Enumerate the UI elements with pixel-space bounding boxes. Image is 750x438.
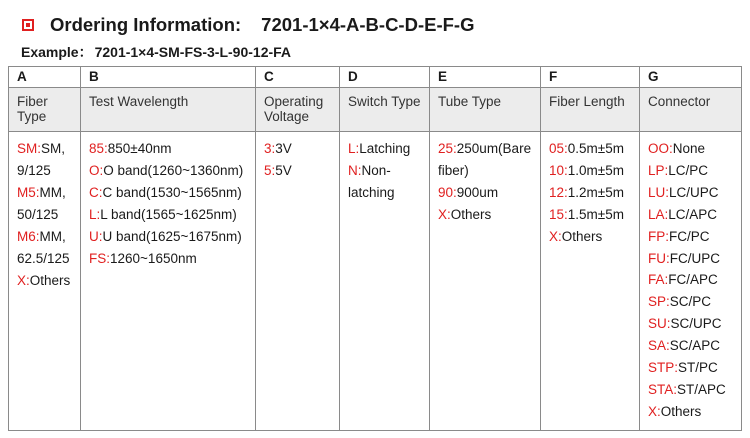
options-cell	[9, 132, 81, 431]
option-code: N:	[348, 163, 362, 178]
option-code: FA:	[648, 272, 669, 288]
option-description: FC/APC	[668, 272, 718, 288]
option-description: Others	[450, 207, 492, 222]
option-description: 1.2m±5m	[567, 185, 624, 200]
option-code: M6:	[17, 229, 40, 244]
option-item	[438, 204, 532, 226]
option-item	[648, 226, 733, 248]
option-description: MM, 62.5/125	[17, 229, 70, 266]
option-item	[89, 182, 247, 204]
option-description: SC/UPC	[670, 316, 722, 332]
option-description: Non-latching	[348, 163, 395, 200]
option-description: None	[672, 141, 706, 156]
option-item	[438, 138, 532, 182]
option-item	[264, 138, 331, 160]
option-item	[648, 204, 733, 226]
ordering-table	[8, 66, 742, 431]
option-item	[648, 160, 733, 182]
option-code: C:	[89, 185, 103, 200]
options-cell	[541, 132, 640, 431]
option-item	[648, 313, 733, 335]
section-header	[22, 11, 474, 39]
option-item	[17, 226, 72, 270]
option-code: OO:	[648, 141, 673, 156]
option-description: FC/PC	[669, 228, 710, 244]
option-item	[549, 138, 631, 160]
option-description: LC/APC	[668, 206, 718, 222]
option-item	[17, 270, 72, 292]
option-description: 850±40nm	[107, 141, 172, 156]
option-code: STP:	[648, 360, 679, 376]
option-item	[648, 379, 733, 401]
option-item	[648, 357, 733, 379]
option-description: C band(1530~1565nm)	[102, 185, 242, 200]
column-letter: G	[640, 67, 742, 88]
option-item	[348, 138, 421, 160]
option-description: Others	[29, 273, 71, 288]
option-item	[89, 160, 247, 182]
title-label: Ordering Information:	[50, 14, 242, 35]
option-description: L band(1565~1625nm)	[100, 207, 237, 222]
option-description: O band(1260~1360nm)	[103, 163, 244, 178]
option-code: LP:	[648, 162, 669, 178]
title-code: 7201-1×4-A-B-C-D-E-F-G	[261, 14, 475, 35]
example-line	[21, 42, 291, 62]
options-cell	[430, 132, 541, 431]
option-code: U:	[89, 229, 103, 244]
option-code: 5:	[264, 163, 276, 178]
option-code: 85:	[89, 141, 108, 156]
option-description: 900um	[456, 185, 499, 200]
option-description: 250um(Bare fiber)	[438, 141, 532, 178]
option-code: 12:	[549, 185, 568, 200]
option-item	[549, 182, 631, 204]
option-item	[89, 248, 247, 270]
option-item	[264, 160, 331, 182]
option-code: O:	[89, 163, 104, 178]
option-item	[17, 182, 72, 226]
option-code: 25:	[438, 141, 457, 156]
example-code: 7201-1×4-SM-FS-3-L-90-12-FA	[94, 44, 292, 60]
option-description: Others	[660, 403, 702, 419]
column-name: Switch Type	[340, 88, 430, 132]
option-description: MM, 50/125	[17, 185, 66, 222]
option-code: X:	[438, 207, 451, 222]
option-item	[89, 226, 247, 248]
column-letter: E	[430, 67, 541, 88]
option-item	[648, 138, 733, 160]
option-item	[348, 160, 421, 204]
column-letter: C	[256, 67, 340, 88]
column-letter: D	[340, 67, 430, 88]
column-name: Fiber Length	[541, 88, 640, 132]
option-code: 90:	[438, 185, 457, 200]
option-code: 10:	[549, 163, 568, 178]
option-code: M5:	[17, 185, 40, 200]
option-code: SU:	[648, 316, 671, 332]
option-code: SP:	[648, 294, 670, 310]
option-code: LU:	[648, 184, 670, 200]
bullet-square-icon	[22, 19, 34, 31]
option-description: SM, 9/125	[17, 141, 66, 178]
option-item	[438, 182, 532, 204]
options-cell	[256, 132, 340, 431]
column-name: Operating Voltage	[256, 88, 340, 132]
column-name: Test Wavelength	[81, 88, 256, 132]
option-code: X:	[549, 229, 562, 244]
option-description: ST/PC	[678, 360, 718, 376]
column-name: Tube Type	[430, 88, 541, 132]
option-code: SM:	[17, 141, 42, 156]
option-description: FC/UPC	[669, 250, 720, 266]
option-item	[648, 335, 733, 357]
column-letter: B	[81, 67, 256, 88]
example-label: Example：	[21, 44, 93, 60]
option-code: 05:	[549, 141, 568, 156]
option-item	[549, 226, 631, 248]
option-description: U band(1625~1675nm)	[102, 229, 242, 244]
option-description: LC/UPC	[669, 184, 719, 200]
option-item	[648, 248, 733, 270]
options-cell	[81, 132, 256, 431]
options-cell	[340, 132, 430, 431]
option-code: 15:	[549, 207, 568, 222]
options-cell	[640, 132, 742, 431]
option-description: Latching	[359, 141, 411, 156]
option-item	[648, 269, 733, 291]
option-item	[648, 401, 733, 423]
option-code: X:	[17, 273, 30, 288]
section-title	[50, 14, 474, 36]
option-description: Others	[561, 229, 603, 244]
column-name: Connector	[640, 88, 742, 132]
option-code: SA:	[648, 338, 670, 354]
option-code: X:	[648, 403, 661, 419]
option-description: SC/APC	[669, 338, 721, 354]
option-code: FS:	[89, 251, 111, 266]
option-item	[89, 204, 247, 226]
column-letter: A	[9, 67, 81, 88]
option-item	[17, 138, 72, 182]
option-description: 1260~1650nm	[110, 251, 197, 266]
column-name: Fiber Type	[9, 88, 81, 132]
option-item	[549, 160, 631, 182]
column-letter: F	[541, 67, 640, 88]
option-item	[89, 138, 247, 160]
option-code: 3:	[264, 141, 276, 156]
option-description: 1.0m±5m	[567, 163, 624, 178]
option-code: L:	[348, 141, 360, 156]
option-description: SC/PC	[669, 294, 712, 310]
option-description: 5V	[275, 163, 292, 178]
option-description: 1.5m±5m	[567, 207, 624, 222]
option-description: ST/APC	[677, 381, 726, 397]
column-letter-row	[9, 67, 742, 88]
option-code: LA:	[648, 206, 669, 222]
option-description: LC/PC	[668, 162, 709, 178]
option-code: FU:	[648, 250, 670, 266]
option-item	[648, 182, 733, 204]
option-code: FP:	[648, 228, 670, 244]
option-item	[648, 291, 733, 313]
option-description: 3V	[275, 141, 292, 156]
column-name-row	[9, 88, 742, 132]
options-row	[9, 132, 742, 431]
option-code: L:	[89, 207, 101, 222]
option-code: STA:	[648, 381, 678, 397]
option-description: 0.5m±5m	[567, 141, 624, 156]
option-item	[549, 204, 631, 226]
